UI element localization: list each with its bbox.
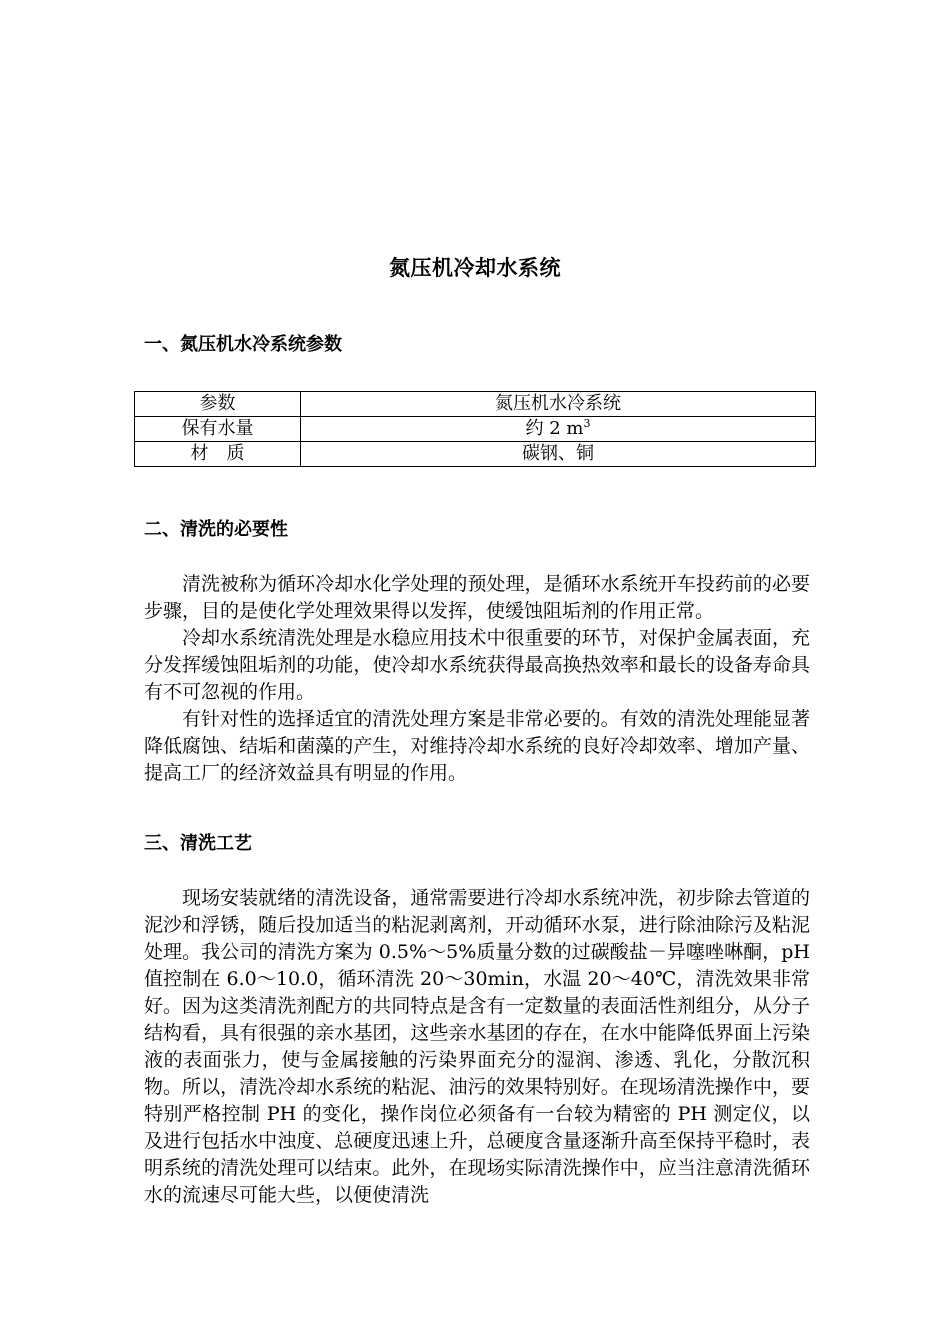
section-3-heading: 三、清洗工艺 — [144, 833, 252, 854]
table-header-cell: 参数 — [135, 392, 301, 417]
table-cell-value: 碳钢、铜 — [301, 442, 816, 467]
table-row — [135, 417, 816, 442]
table-row — [135, 442, 816, 467]
unit-superscript: 3 — [583, 417, 591, 430]
document-title: 氮压机冷却水系统 — [389, 256, 561, 280]
table-cell-value — [301, 417, 816, 442]
paragraph: 有针对性的选择适宜的清洗处理方案是非常必要的。有效的清洗处理能显著降低腐蚀、结垢和菌藻的产生，对维持冷却水系统的良好冷却效率、增加产量、提高工厂的经济效益具有明显的作用。 — [144, 708, 810, 784]
table-header-row — [135, 392, 816, 417]
paragraph: 现场安装就绪的清洗设备，通常需要进行冷却水系统冲洗，初步除去管道的泥沙和浮锈，随后投加适当的粘泥剥离剂，开动循环水泵，进行除油除污及粘泥处理。我公司的清洗方案为 0.5%～5%质量分数的过碳酸盐－异噻唑啉酮，pH 值控制在 6.0～10.0，循环清洗 20～30min，水温 20～40℃，清洗效果非常好。因为这类清洗剂配方的共同特点是含有一定数量的表面活性剂组分，从分子结构看，具有很强的亲水基团，这些亲水基团的存在，在水中能降低界面上污染液的表面张力，使与金属接触的污染界面充分的湿润、渗透、乳化，分散沉积物。所以，清洗冷却水系统的粘泥、油污的效果特别好。在现场清洗操作中，要特别严格控制 PH 的变化，操作岗位必须备有一台较为精密的 PH 测定仪，以及进行包括水中浊度、总硬度迅速上升，总硬度含量逐渐升高至保持平稳时，表明系统的清洗处理可以结束。此外，在现场实际清洗操作中，应当注意清洗循环水的流速尽可能大些，以便使清洗 — [144, 887, 810, 1206]
section-3-body — [144, 885, 810, 1209]
table-cell-label: 材 质 — [135, 442, 301, 467]
paragraph: 冷却水系统清洗处理是水稳应用技术中很重要的环节，对保护金属表面，充分发挥缓蚀阻垢剂的功能，使冷却水系统获得最高换热效率和最长的设备寿命具有不可忽视的作用。 — [144, 627, 810, 703]
section-1-heading: 一、氮压机水冷系统参数 — [144, 334, 342, 355]
section-2-heading: 二、清洗的必要性 — [144, 519, 288, 540]
table-cell-label: 保有水量 — [135, 417, 301, 442]
table-header-cell: 氮压机水冷系统 — [301, 392, 816, 417]
water-volume-value: 约 2 m — [525, 418, 584, 439]
paragraph: 清洗被称为循环冷却水化学处理的预处理，是循环水系统开车投药前的必要步骤，目的是使化学处理效果得以发挥，使缓蚀阻垢剂的作用正常。 — [144, 573, 810, 622]
section-2-body — [144, 571, 810, 787]
parameters-table — [134, 391, 816, 467]
